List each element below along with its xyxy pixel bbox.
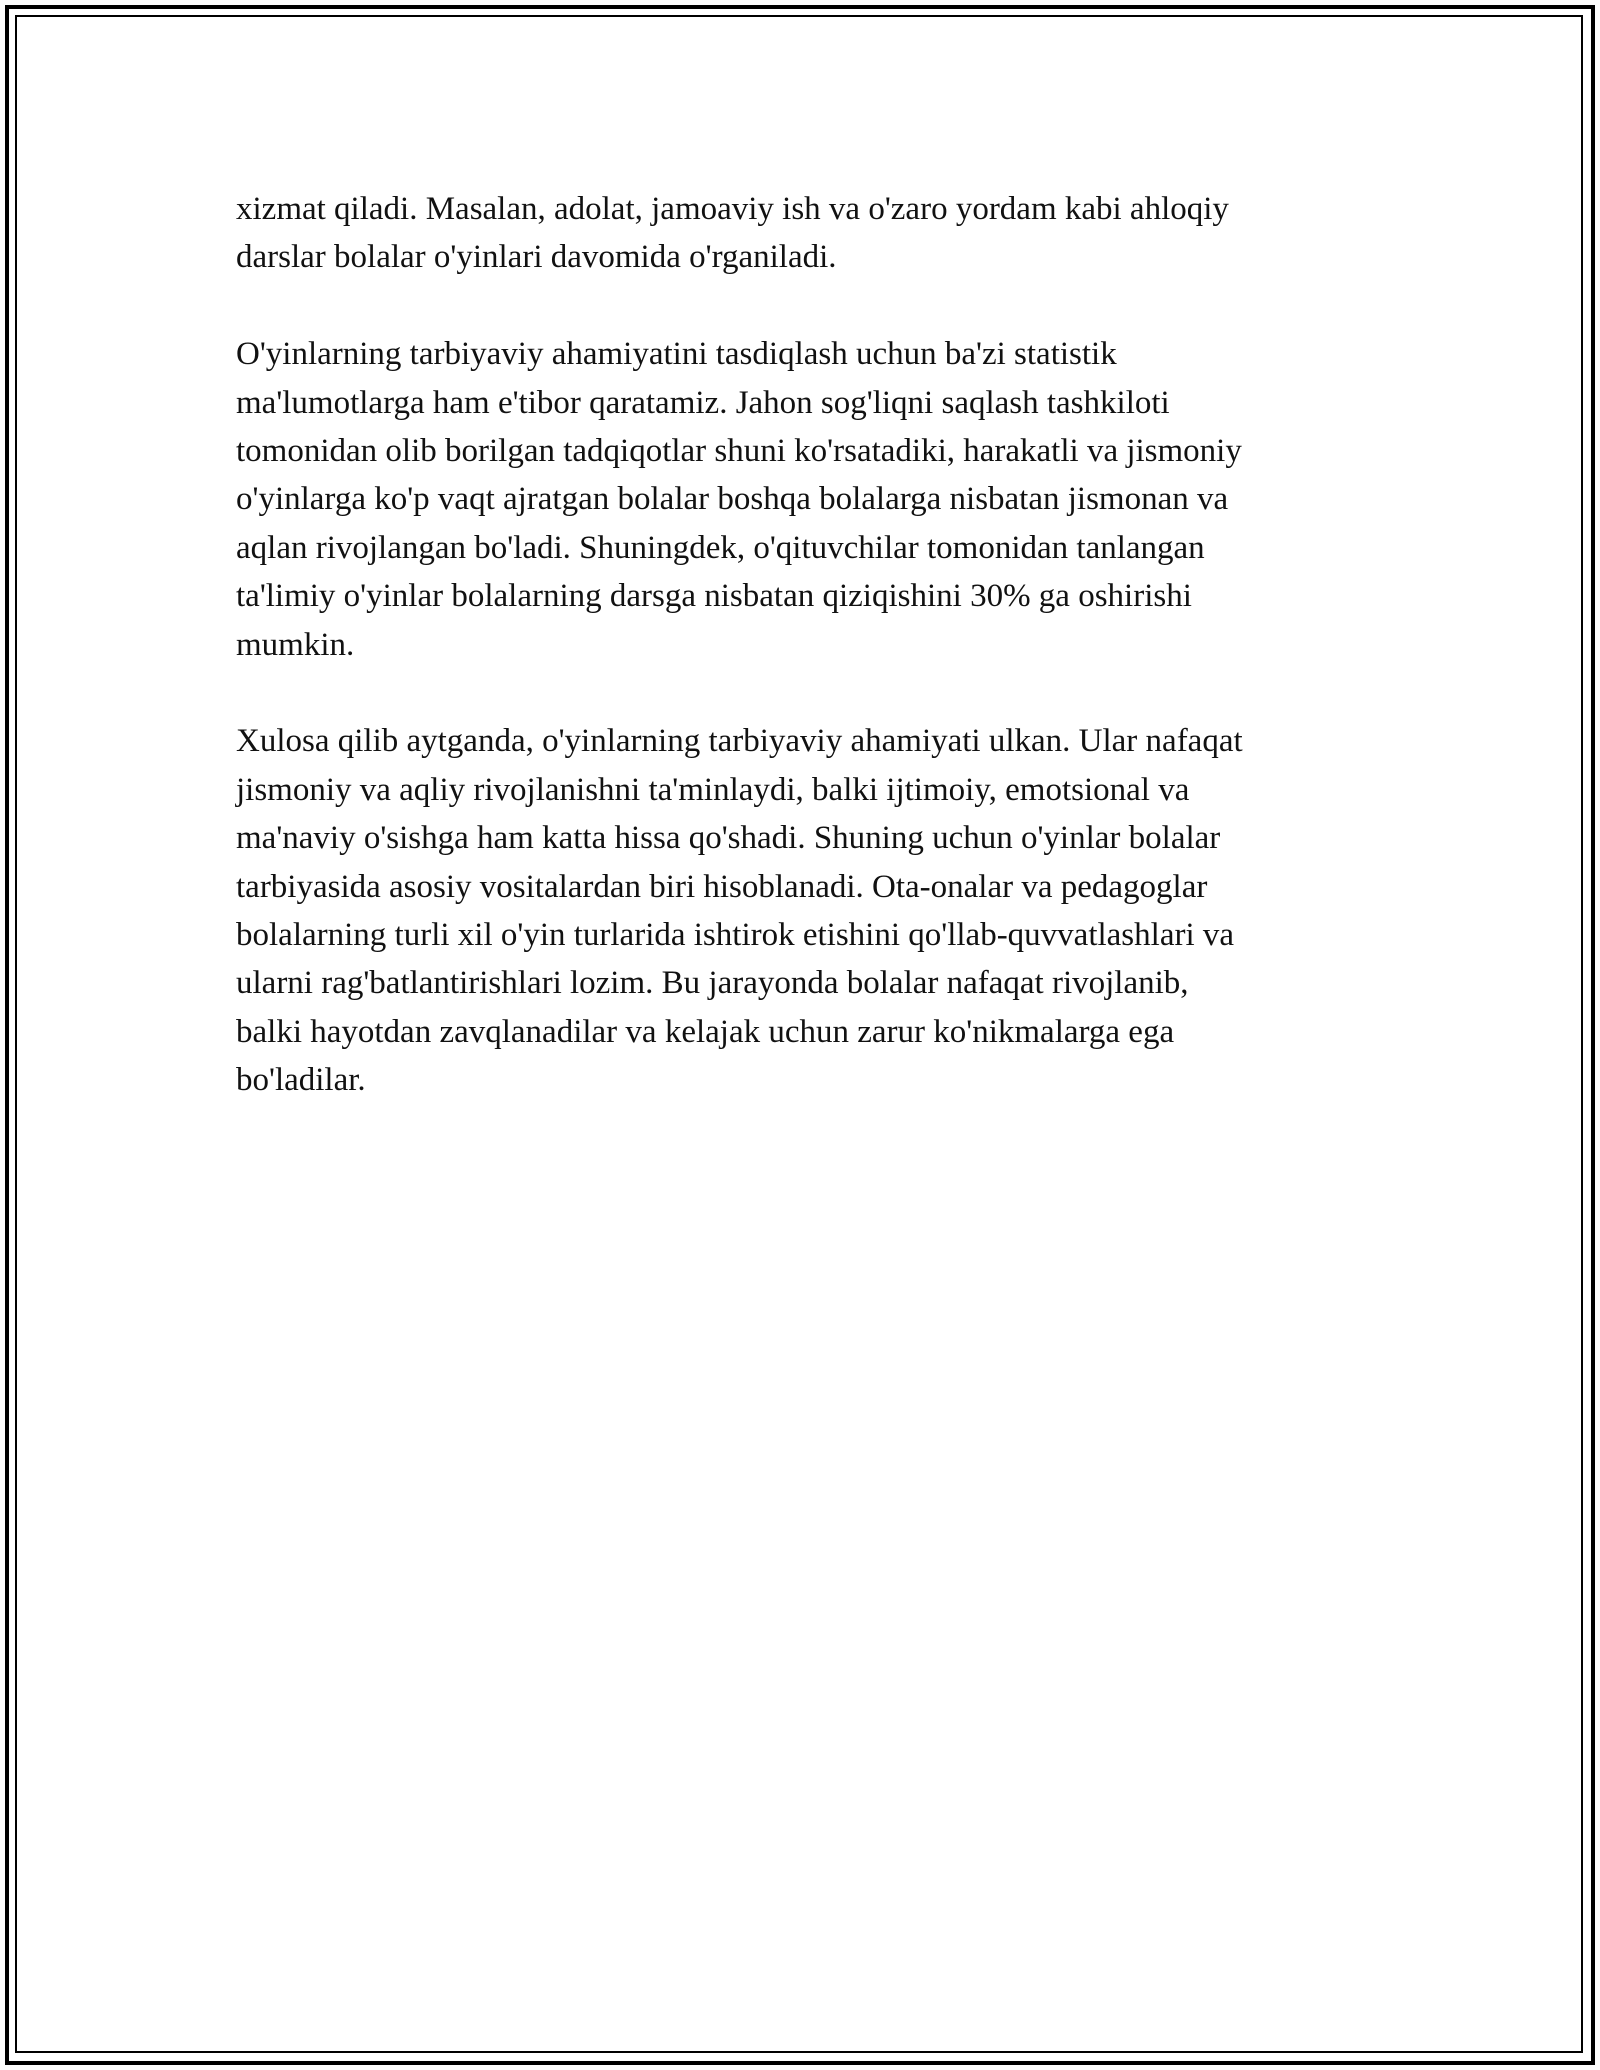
paragraph-conclusion: Xulosa qilib aytganda, o'yinlarning tarbiyaviy ahamiyati ulkan. Ular nafaqat jismoniy va aqliy rivojlanishni ta'minlaydi, balki ijtimoiy, emotsional va ma'naviy o'sishga ham katta hissa qo'shadi. Shuning uchun o'yinlar bolalar tarbiyasida asosiy vositalardan biri hisoblanadi. Ota-onalar va pedagoglar bolalarning turli xil o'yin turlarida ishtirok etishini qo'llab-quvvatlashlari va ularni rag'batlantirishlari lozim. Bu jarayonda bolalar nafaqat rivojlanib, balki hayotdan zavqlanadilar va kelajak uchun zarur ko'nikmalarga ega bo'ladilar. <box>236 723 1243 1099</box>
document-body <box>236 185 1371 1153</box>
paragraph-statistics: O'yinlarning tarbiyaviy ahamiyatini tasdiqlash uchun ba'zi statistik ma'lumotlarga ham e'tibor qaratamiz. Jahon sog'liqni saqlash tashkiloti tomonidan olib borilgan tadqiqotlar shuni ko'rsatadiki, harakatli va jismoniy o'yinlarga ko'p vaqt ajratgan bolalar boshqa bolalarga nisbatan jismonan va aqlan rivojlangan bo'ladi. Shuningdek, o'qituvchilar tomonidan tanlangan ta'limiy o'yinlar bolalarning darsga nisbatan qiziqishini 30% ga oshirishi mumkin. <box>236 336 1242 663</box>
paragraph-moral-lessons: xizmat qiladi. Masalan, adolat, jamoaviy ish va o'zaro yordam kabi ahloqiy darslar bolalar o'yinlari davomida o'rganiladi. <box>236 191 1229 276</box>
